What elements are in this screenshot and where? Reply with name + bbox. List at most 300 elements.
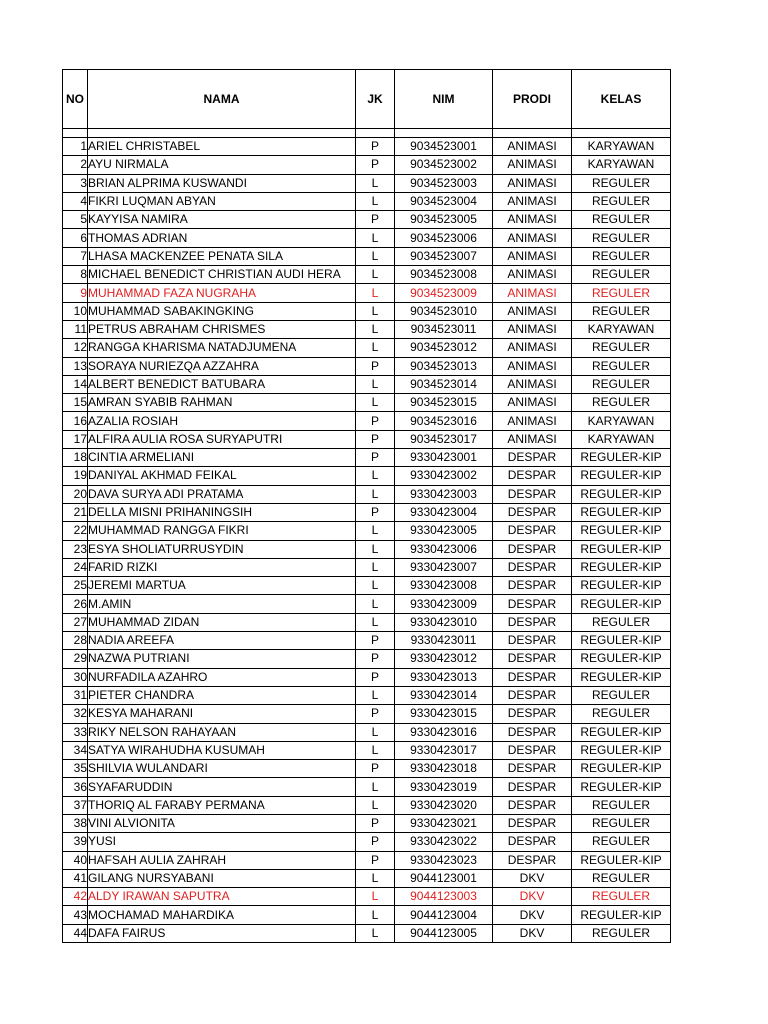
- cell-jk: L: [356, 595, 395, 613]
- header-kelas: KELAS: [572, 70, 671, 129]
- cell-nim: 9034523008: [395, 266, 493, 284]
- cell-no: 26: [63, 595, 88, 613]
- table-row: [63, 503, 671, 521]
- cell-nama: LHASA MACKENZEE PENATA SILA: [88, 247, 356, 265]
- table-row: [63, 229, 671, 247]
- cell-jk: L: [356, 613, 395, 631]
- cell-kelas: REGULER: [572, 247, 671, 265]
- table-row: [63, 869, 671, 887]
- cell-prodi: ANIMASI: [493, 302, 572, 320]
- cell-jk: L: [356, 302, 395, 320]
- cell-nama: KAYYISA NAMIRA: [88, 211, 356, 229]
- cell-nim: 9330423015: [395, 705, 493, 723]
- cell-kelas: REGULER: [572, 613, 671, 631]
- cell-nim: 9044123001: [395, 869, 493, 887]
- table-row: [63, 522, 671, 540]
- cell-kelas: REGULER-KIP: [572, 741, 671, 759]
- table-row: [63, 302, 671, 320]
- cell-no: 17: [63, 430, 88, 448]
- cell-kelas: REGULER-KIP: [572, 467, 671, 485]
- cell-prodi: DKV: [493, 888, 572, 906]
- cell-jk: L: [356, 741, 395, 759]
- cell-nim: 9330423008: [395, 577, 493, 595]
- cell-nim: 9330423014: [395, 686, 493, 704]
- cell-no: 27: [63, 613, 88, 631]
- table-row: [63, 705, 671, 723]
- cell-kelas: REGULER-KIP: [572, 760, 671, 778]
- cell-no: 41: [63, 869, 88, 887]
- cell-nama: CINTIA ARMELIANI: [88, 449, 356, 467]
- table-row: [63, 174, 671, 192]
- table-row: [63, 485, 671, 503]
- cell-kelas: REGULER: [572, 229, 671, 247]
- cell-nim: 9034523003: [395, 174, 493, 192]
- cell-kelas: REGULER: [572, 192, 671, 210]
- cell-prodi: ANIMASI: [493, 284, 572, 302]
- cell-jk: L: [356, 723, 395, 741]
- cell-jk: L: [356, 339, 395, 357]
- table-row: [63, 613, 671, 631]
- cell-no: 39: [63, 833, 88, 851]
- cell-prodi: DESPAR: [493, 760, 572, 778]
- cell-kelas: REGULER-KIP: [572, 577, 671, 595]
- cell-prodi: DESPAR: [493, 577, 572, 595]
- table-row: [63, 247, 671, 265]
- cell-nama: HAFSAH AULIA ZAHRAH: [88, 851, 356, 869]
- cell-jk: L: [356, 229, 395, 247]
- student-table: [62, 69, 671, 943]
- table-row: [63, 320, 671, 338]
- cell-jk: L: [356, 375, 395, 393]
- cell-kelas: REGULER: [572, 339, 671, 357]
- cell-jk: L: [356, 577, 395, 595]
- header-nama: NAMA: [88, 70, 356, 129]
- cell-prodi: DESPAR: [493, 741, 572, 759]
- cell-nama: ARIEL CHRISTABEL: [88, 138, 356, 156]
- cell-kelas: REGULER-KIP: [572, 668, 671, 686]
- table-row: [63, 467, 671, 485]
- table-row: [63, 650, 671, 668]
- cell-no: 2: [63, 156, 88, 174]
- cell-no: 44: [63, 924, 88, 942]
- cell-prodi: DESPAR: [493, 558, 572, 576]
- cell-no: 35: [63, 760, 88, 778]
- cell-prodi: DESPAR: [493, 778, 572, 796]
- table-row: [63, 540, 671, 558]
- cell-kelas: REGULER: [572, 357, 671, 375]
- cell-nim: 9034523002: [395, 156, 493, 174]
- cell-prodi: DESPAR: [493, 613, 572, 631]
- cell-prodi: ANIMASI: [493, 174, 572, 192]
- cell-kelas: REGULER-KIP: [572, 906, 671, 924]
- cell-kelas: REGULER-KIP: [572, 449, 671, 467]
- table-row: [63, 558, 671, 576]
- cell-kelas: REGULER-KIP: [572, 723, 671, 741]
- cell-prodi: DESPAR: [493, 595, 572, 613]
- cell-prodi: ANIMASI: [493, 229, 572, 247]
- cell-kelas: REGULER-KIP: [572, 485, 671, 503]
- cell-jk: L: [356, 778, 395, 796]
- table-row: [63, 284, 671, 302]
- cell-no: 32: [63, 705, 88, 723]
- cell-kelas: REGULER-KIP: [572, 778, 671, 796]
- cell-nama: GILANG NURSYABANI: [88, 869, 356, 887]
- table-row: [63, 211, 671, 229]
- cell-nim: 9044123004: [395, 906, 493, 924]
- cell-nim: 9044123003: [395, 888, 493, 906]
- cell-no: 20: [63, 485, 88, 503]
- cell-no: 36: [63, 778, 88, 796]
- table-row: [63, 833, 671, 851]
- cell-no: 12: [63, 339, 88, 357]
- cell-nim: 9330423006: [395, 540, 493, 558]
- cell-nama: M.AMIN: [88, 595, 356, 613]
- cell-prodi: DESPAR: [493, 686, 572, 704]
- table-row: [63, 632, 671, 650]
- cell-prodi: DKV: [493, 906, 572, 924]
- cell-prodi: DESPAR: [493, 668, 572, 686]
- cell-nama: DAVA SURYA ADI PRATAMA: [88, 485, 356, 503]
- cell-kelas: REGULER: [572, 284, 671, 302]
- cell-nim: 9330423012: [395, 650, 493, 668]
- table-row: [63, 595, 671, 613]
- cell-prodi: DESPAR: [493, 796, 572, 814]
- cell-nama: SORAYA NURIEZQA AZZAHRA: [88, 357, 356, 375]
- cell-kelas: REGULER: [572, 869, 671, 887]
- cell-kelas: REGULER: [572, 888, 671, 906]
- cell-no: 3: [63, 174, 88, 192]
- cell-kelas: REGULER: [572, 796, 671, 814]
- table-row: [63, 723, 671, 741]
- cell-nama: THORIQ AL FARABY PERMANA: [88, 796, 356, 814]
- cell-prodi: DESPAR: [493, 705, 572, 723]
- cell-no: 4: [63, 192, 88, 210]
- cell-nama: RIKY NELSON RAHAYAAN: [88, 723, 356, 741]
- cell-no: 8: [63, 266, 88, 284]
- header-jk: JK: [356, 70, 395, 129]
- cell-prodi: DESPAR: [493, 522, 572, 540]
- cell-kelas: REGULER: [572, 686, 671, 704]
- table-row: [63, 192, 671, 210]
- cell-nim: 9330423011: [395, 632, 493, 650]
- cell-no: 7: [63, 247, 88, 265]
- cell-nim: 9034523009: [395, 284, 493, 302]
- cell-nama: MUHAMMAD FAZA NUGRAHA: [88, 284, 356, 302]
- table-row: [63, 668, 671, 686]
- cell-nama: ALFIRA AULIA ROSA SURYAPUTRI: [88, 430, 356, 448]
- cell-nama: AYU NIRMALA: [88, 156, 356, 174]
- cell-jk: P: [356, 814, 395, 832]
- cell-kelas: REGULER: [572, 302, 671, 320]
- cell-nim: 9034523015: [395, 394, 493, 412]
- cell-jk: L: [356, 888, 395, 906]
- cell-nim: 9330423003: [395, 485, 493, 503]
- cell-nama: FIKRI LUQMAN ABYAN: [88, 192, 356, 210]
- table-row: [63, 266, 671, 284]
- cell-jk: L: [356, 558, 395, 576]
- cell-nama: DAFA FAIRUS: [88, 924, 356, 942]
- cell-prodi: ANIMASI: [493, 266, 572, 284]
- cell-nama: DANIYAL AKHMAD FEIKAL: [88, 467, 356, 485]
- cell-nim: 9034523004: [395, 192, 493, 210]
- cell-nama: MICHAEL BENEDICT CHRISTIAN AUDI HERA: [88, 266, 356, 284]
- cell-nim: 9330423007: [395, 558, 493, 576]
- cell-no: 25: [63, 577, 88, 595]
- cell-nim: 9330423010: [395, 613, 493, 631]
- cell-no: 37: [63, 796, 88, 814]
- cell-kelas: REGULER-KIP: [572, 632, 671, 650]
- cell-prodi: ANIMASI: [493, 412, 572, 430]
- cell-jk: P: [356, 632, 395, 650]
- cell-kelas: REGULER-KIP: [572, 851, 671, 869]
- table-row: [63, 394, 671, 412]
- table-body: [63, 129, 671, 943]
- cell-kelas: REGULER: [572, 394, 671, 412]
- cell-prodi: ANIMASI: [493, 394, 572, 412]
- cell-prodi: ANIMASI: [493, 375, 572, 393]
- cell-jk: P: [356, 412, 395, 430]
- cell-nama: NADIA AREEFA: [88, 632, 356, 650]
- cell-nama: VINI ALVIONITA: [88, 814, 356, 832]
- cell-jk: P: [356, 156, 395, 174]
- cell-nama: SYAFARUDDIN: [88, 778, 356, 796]
- cell-kelas: KARYAWAN: [572, 156, 671, 174]
- cell-no: 43: [63, 906, 88, 924]
- cell-no: 40: [63, 851, 88, 869]
- cell-nim: 9034523013: [395, 357, 493, 375]
- cell-prodi: DESPAR: [493, 540, 572, 558]
- cell-prodi: ANIMASI: [493, 138, 572, 156]
- cell-nama: PETRUS ABRAHAM CHRISMES: [88, 320, 356, 338]
- cell-nim: 9330423023: [395, 851, 493, 869]
- cell-kelas: REGULER-KIP: [572, 503, 671, 521]
- cell-no: 9: [63, 284, 88, 302]
- cell-nama: NURFADILA AZAHRO: [88, 668, 356, 686]
- cell-nim: 9330423013: [395, 668, 493, 686]
- cell-nim: 9330423018: [395, 760, 493, 778]
- table-row: [63, 814, 671, 832]
- cell-jk: L: [356, 906, 395, 924]
- cell-no: 19: [63, 467, 88, 485]
- header-no: NO: [63, 70, 88, 129]
- cell-nama: MUHAMMAD SABAKINGKING: [88, 302, 356, 320]
- cell-kelas: REGULER: [572, 174, 671, 192]
- cell-jk: L: [356, 266, 395, 284]
- cell-nama: NAZWA PUTRIANI: [88, 650, 356, 668]
- cell-nim: 9034523007: [395, 247, 493, 265]
- cell-jk: L: [356, 284, 395, 302]
- cell-prodi: ANIMASI: [493, 357, 572, 375]
- cell-nim: 9034523001: [395, 138, 493, 156]
- cell-kelas: REGULER: [572, 705, 671, 723]
- cell-prodi: ANIMASI: [493, 247, 572, 265]
- cell-nim: 9330423017: [395, 741, 493, 759]
- cell-jk: L: [356, 394, 395, 412]
- cell-prodi: DESPAR: [493, 503, 572, 521]
- cell-nim: 9330423022: [395, 833, 493, 851]
- cell-nama: KESYA MAHARANI: [88, 705, 356, 723]
- table-row: [63, 357, 671, 375]
- cell-no: 15: [63, 394, 88, 412]
- cell-no: 14: [63, 375, 88, 393]
- cell-nama: AZALIA ROSIAH: [88, 412, 356, 430]
- cell-prodi: DKV: [493, 924, 572, 942]
- cell-prodi: DESPAR: [493, 467, 572, 485]
- cell-no: 38: [63, 814, 88, 832]
- cell-nama: MUHAMMAD RANGGA FIKRI: [88, 522, 356, 540]
- cell-prodi: DESPAR: [493, 851, 572, 869]
- cell-jk: L: [356, 540, 395, 558]
- cell-nim: 9330423001: [395, 449, 493, 467]
- cell-nim: 9330423002: [395, 467, 493, 485]
- cell-jk: L: [356, 869, 395, 887]
- cell-nama: ALDY IRAWAN SAPUTRA: [88, 888, 356, 906]
- table-row: [63, 778, 671, 796]
- cell-prodi: DESPAR: [493, 723, 572, 741]
- cell-jk: P: [356, 449, 395, 467]
- cell-no: 22: [63, 522, 88, 540]
- cell-nama: RANGGA KHARISMA NATADJUMENA: [88, 339, 356, 357]
- cell-jk: L: [356, 522, 395, 540]
- cell-jk: L: [356, 924, 395, 942]
- cell-kelas: REGULER: [572, 211, 671, 229]
- cell-jk: P: [356, 503, 395, 521]
- table-row: [63, 888, 671, 906]
- cell-no: 31: [63, 686, 88, 704]
- table-row: [63, 375, 671, 393]
- cell-jk: L: [356, 467, 395, 485]
- table-row: [63, 339, 671, 357]
- cell-jk: P: [356, 138, 395, 156]
- cell-prodi: ANIMASI: [493, 430, 572, 448]
- cell-no: 5: [63, 211, 88, 229]
- table-row: [63, 138, 671, 156]
- cell-nim: 9034523005: [395, 211, 493, 229]
- cell-no: 1: [63, 138, 88, 156]
- cell-jk: L: [356, 796, 395, 814]
- cell-jk: L: [356, 192, 395, 210]
- cell-nama: DELLA MISNI PRIHANINGSIH: [88, 503, 356, 521]
- cell-prodi: DESPAR: [493, 632, 572, 650]
- table-row: [63, 906, 671, 924]
- cell-prodi: ANIMASI: [493, 192, 572, 210]
- cell-prodi: DESPAR: [493, 485, 572, 503]
- cell-nim: 9034523011: [395, 320, 493, 338]
- cell-jk: P: [356, 650, 395, 668]
- cell-nim: 9034523014: [395, 375, 493, 393]
- header-nim: NIM: [395, 70, 493, 129]
- cell-no: 42: [63, 888, 88, 906]
- table-row: [63, 741, 671, 759]
- cell-nim: 9330423020: [395, 796, 493, 814]
- table-row: [63, 924, 671, 942]
- cell-no: 23: [63, 540, 88, 558]
- header-prodi: PRODI: [493, 70, 572, 129]
- cell-kelas: REGULER-KIP: [572, 650, 671, 668]
- table-row: [63, 760, 671, 778]
- cell-prodi: DKV: [493, 869, 572, 887]
- cell-kelas: REGULER-KIP: [572, 540, 671, 558]
- cell-prodi: ANIMASI: [493, 156, 572, 174]
- cell-nama: ALBERT BENEDICT BATUBARA: [88, 375, 356, 393]
- table-row: [63, 430, 671, 448]
- cell-no: 30: [63, 668, 88, 686]
- cell-jk: P: [356, 357, 395, 375]
- cell-nim: 9034523006: [395, 229, 493, 247]
- cell-kelas: KARYAWAN: [572, 412, 671, 430]
- header-row: [63, 70, 671, 129]
- table-row: [63, 449, 671, 467]
- cell-nim: 9044123005: [395, 924, 493, 942]
- cell-nim: 9034523017: [395, 430, 493, 448]
- cell-no: 29: [63, 650, 88, 668]
- cell-no: 33: [63, 723, 88, 741]
- cell-nama: PIETER CHANDRA: [88, 686, 356, 704]
- cell-kelas: KARYAWAN: [572, 320, 671, 338]
- cell-jk: P: [356, 668, 395, 686]
- cell-nama: FARID RIZKI: [88, 558, 356, 576]
- cell-kelas: REGULER: [572, 924, 671, 942]
- cell-kelas: REGULER: [572, 814, 671, 832]
- cell-no: 24: [63, 558, 88, 576]
- cell-no: 13: [63, 357, 88, 375]
- cell-nama: MUHAMMAD ZIDAN: [88, 613, 356, 631]
- table-row: [63, 796, 671, 814]
- cell-nama: JEREMI MARTUA: [88, 577, 356, 595]
- cell-kelas: REGULER-KIP: [572, 522, 671, 540]
- table-row: [63, 686, 671, 704]
- cell-kelas: REGULER: [572, 833, 671, 851]
- cell-nama: SHILVIA WULANDARI: [88, 760, 356, 778]
- cell-nama: THOMAS ADRIAN: [88, 229, 356, 247]
- cell-kelas: KARYAWAN: [572, 138, 671, 156]
- cell-nim: 9330423009: [395, 595, 493, 613]
- cell-nim: 9330423019: [395, 778, 493, 796]
- cell-no: 28: [63, 632, 88, 650]
- table-row: [63, 412, 671, 430]
- table-row: [63, 851, 671, 869]
- cell-jk: P: [356, 211, 395, 229]
- cell-prodi: DESPAR: [493, 833, 572, 851]
- cell-jk: L: [356, 174, 395, 192]
- cell-kelas: REGULER: [572, 266, 671, 284]
- cell-kelas: KARYAWAN: [572, 430, 671, 448]
- cell-prodi: ANIMASI: [493, 211, 572, 229]
- cell-prodi: DESPAR: [493, 650, 572, 668]
- cell-nim: 9034523012: [395, 339, 493, 357]
- cell-kelas: REGULER: [572, 375, 671, 393]
- cell-nama: BRIAN ALPRIMA KUSWANDI: [88, 174, 356, 192]
- cell-nim: 9330423004: [395, 503, 493, 521]
- cell-no: 18: [63, 449, 88, 467]
- cell-no: 21: [63, 503, 88, 521]
- cell-nim: 9034523016: [395, 412, 493, 430]
- cell-prodi: ANIMASI: [493, 320, 572, 338]
- cell-kelas: REGULER-KIP: [572, 558, 671, 576]
- cell-nim: 9034523010: [395, 302, 493, 320]
- cell-prodi: DESPAR: [493, 814, 572, 832]
- cell-prodi: ANIMASI: [493, 339, 572, 357]
- cell-jk: P: [356, 833, 395, 851]
- cell-jk: L: [356, 320, 395, 338]
- cell-nama: ESYA SHOLIATURRUSYDIN: [88, 540, 356, 558]
- table-row: [63, 156, 671, 174]
- cell-nama: YUSI: [88, 833, 356, 851]
- cell-jk: P: [356, 851, 395, 869]
- spacer-row: [63, 129, 671, 138]
- cell-jk: L: [356, 247, 395, 265]
- cell-nama: MOCHAMAD MAHARDIKA: [88, 906, 356, 924]
